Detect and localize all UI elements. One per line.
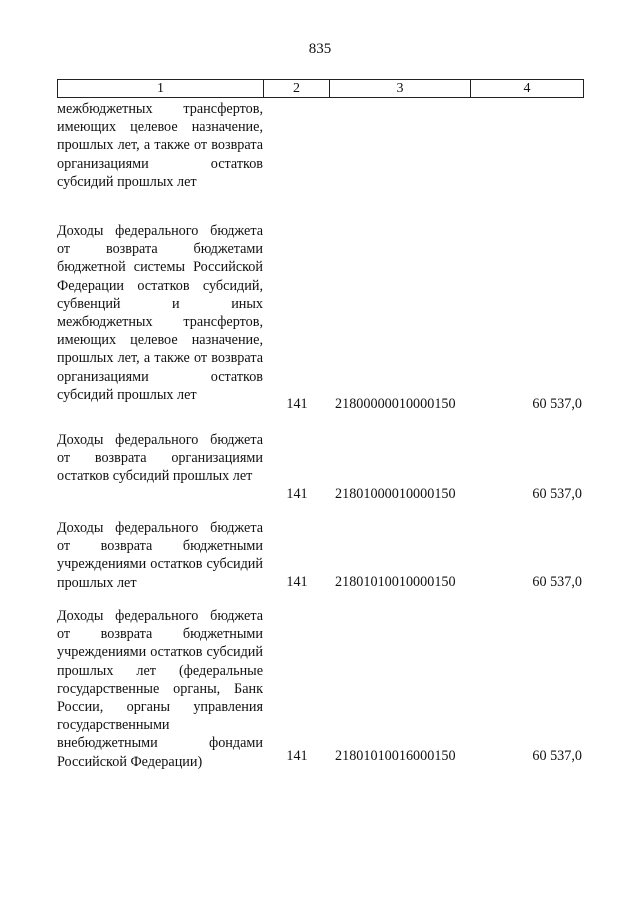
row-description: Доходы федерального бюджета от возврата организациями остатков субсидий прошлых лет — [57, 432, 263, 485]
row-amount: 60 537,0 — [532, 748, 582, 764]
row-description: межбюджетных трансфертов, имеющих целевое назначение, прошлых лет, а также от возврата организациями остатков субсидий прошлых лет — [57, 101, 263, 190]
row-kbk-code: 21800000010000150 — [335, 396, 456, 412]
row-kbk-code: 21801010010000150 — [335, 574, 456, 590]
row-description: Доходы федерального бюджета от возврата бюджетами бюджетной системы Российской Федерации остатков субсидий, субвенций и иных межбюджетных трансфертов, имеющих целевое назначение, прошлых лет, а также от возврата организациями остатков субсидий прошлых лет — [57, 223, 263, 403]
row-admin-code: 141 — [286, 396, 308, 412]
row-description: Доходы федерального бюджета от возврата бюджетными учреждениями остатков субсидий прошлых лет (федеральные государственные органы, Банк России, органы управления государственными внебюджетными фондами Российской Федерации) — [57, 608, 263, 770]
row-admin-code: 141 — [286, 486, 308, 502]
row-amount: 60 537,0 — [532, 396, 582, 412]
column-header-4: 4 — [523, 81, 531, 96]
row-kbk-code: 21801010016000150 — [335, 748, 456, 764]
row-admin-code: 141 — [286, 748, 308, 764]
row-amount: 60 537,0 — [532, 486, 582, 502]
row-description: Доходы федерального бюджета от возврата бюджетными учреждениями остатков субсидий прошлых лет — [57, 520, 263, 591]
row-amount: 60 537,0 — [532, 574, 582, 590]
table-column-header — [57, 79, 584, 98]
column-header-1: 1 — [58, 80, 264, 97]
row-kbk-code: 21801000010000150 — [335, 486, 456, 502]
column-header-2: 2 — [264, 80, 330, 97]
page-number: 835 — [308, 41, 332, 57]
row-admin-code: 141 — [286, 574, 308, 590]
column-header-3: 3 — [330, 80, 471, 97]
